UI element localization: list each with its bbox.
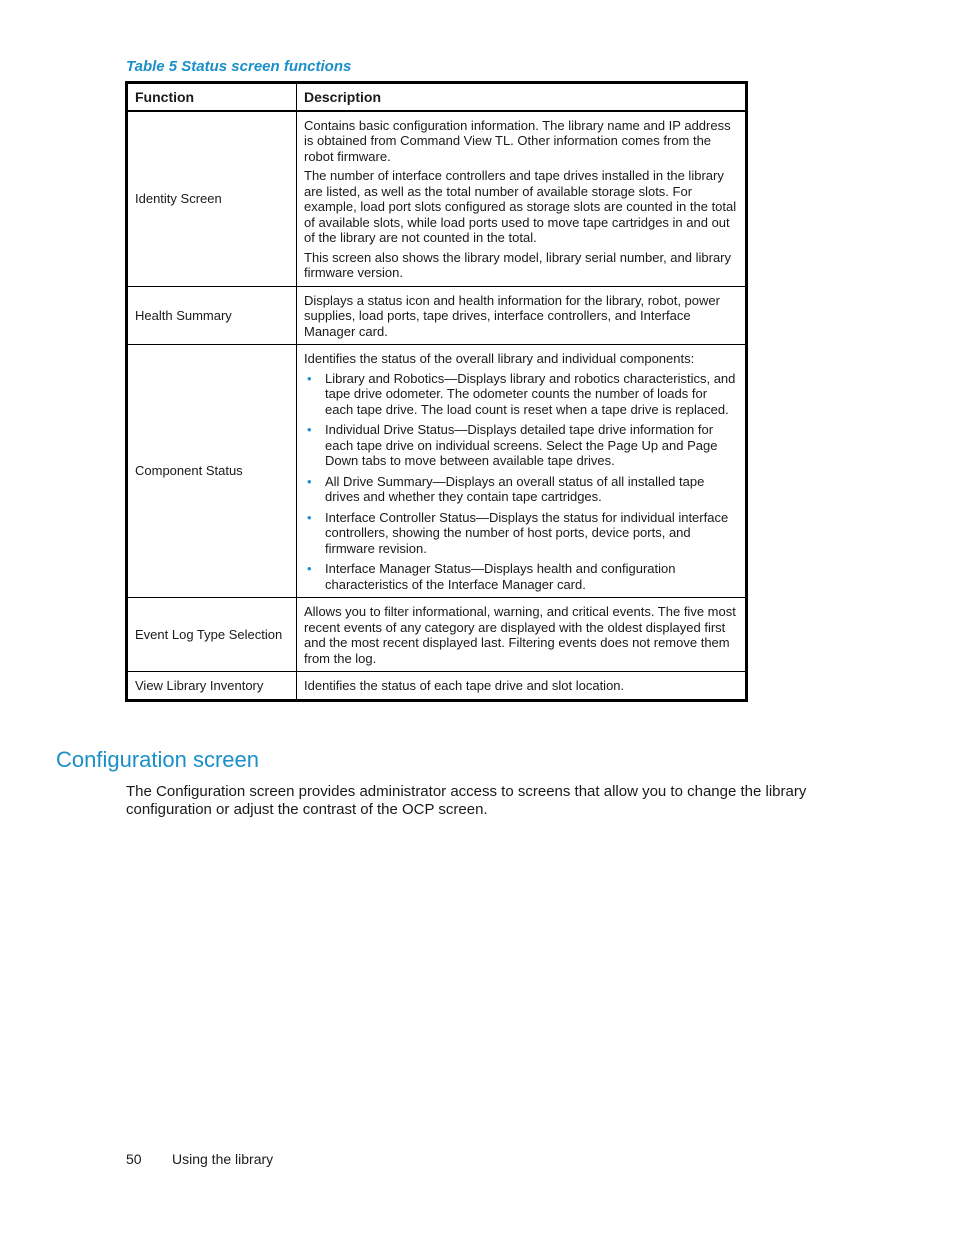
- bullet-list: [304, 371, 737, 593]
- section-body-text: The Configuration screen provides administrator access to screens that allow you to change the library configuration or adjust the contrast of the OCP screen.: [126, 783, 807, 818]
- bullet-item: [304, 474, 737, 505]
- bullet-icon: •: [307, 370, 312, 386]
- description-paragraph: Contains basic configuration information. The library name and IP address is obtained from Command View TL. Other information comes from the robot firmware.: [304, 117, 731, 164]
- description-paragraph: Allows you to filter informational, warning, and critical events. The five most recent events of any category are displayed with the oldest displayed first and the most recent displayed last. Filtering events does not remove them from the log.: [304, 604, 736, 666]
- description-cell: [297, 345, 747, 598]
- bullet-icon: •: [307, 473, 312, 489]
- description-cell: [297, 598, 747, 672]
- bullet-text: All Drive Summary—Displays an overall status of all installed tape drives and whether they contain tape cartridges.: [325, 473, 705, 504]
- section-heading: Configuration screen: [56, 747, 260, 772]
- bullet-text: Individual Drive Status—Displays detailed tape drive information for each tape drive on individual screens. Select the Page Up and Page Down tabs to move between available tape drives.: [325, 422, 718, 468]
- table-caption: Table 5 Status screen functions: [126, 58, 352, 75]
- bullet-item: [304, 371, 737, 418]
- bullet-item: [304, 422, 737, 469]
- function-cell: Health Summary: [127, 286, 297, 345]
- table-row: [127, 672, 747, 701]
- bullet-icon: •: [307, 509, 312, 525]
- column-header-description: Description: [297, 83, 747, 111]
- table-body: [127, 111, 747, 701]
- description-paragraph: Identifies the status of each tape drive and slot location.: [304, 678, 625, 693]
- page-footer: [126, 1151, 273, 1167]
- table-row: [127, 286, 747, 345]
- description-cell: [297, 286, 747, 345]
- bullet-text: Library and Robotics—Displays library and robotics characteristics, and tape drive odometer. The odometer counts the number of loads for each tape drive. The load count is reset when a tape drive is replaced.: [325, 370, 736, 417]
- bullet-icon: •: [307, 422, 312, 437]
- table-header-row: [127, 83, 747, 111]
- chapter-title: Using the library: [172, 1151, 274, 1167]
- bullet-text: Interface Manager Status—Displays health and configuration characteristics of the Interface Manager card.: [325, 561, 676, 592]
- function-cell: View Library Inventory: [127, 672, 297, 701]
- description-paragraph: This screen also shows the library model, library serial number, and library firmware version.: [304, 249, 732, 280]
- status-functions-table: [125, 81, 748, 702]
- description-paragraph: The number of interface controllers and tape drives installed in the library are listed, as well as the total number of available storage slots. For example, load port slots configured as storage slots are counted in the total of available slots, while load ports used to move tape cartridges in and out of the library are not counted in the total.: [304, 168, 737, 245]
- function-cell: Identity Screen: [127, 111, 297, 287]
- bullet-item: [304, 561, 737, 592]
- description-cell: [297, 111, 747, 287]
- bullet-item: [304, 510, 737, 557]
- description-paragraph: Identifies the status of the overall library and individual components:: [304, 351, 695, 366]
- bullet-text: Interface Controller Status—Displays the status for individual interface controllers, showing the number of host ports, device ports, and firmware revision.: [325, 509, 729, 556]
- table-row: [127, 345, 747, 598]
- function-cell: Event Log Type Selection: [127, 598, 297, 672]
- description-paragraph: Displays a status icon and health information for the library, robot, power supplies, load ports, tape drives, interface controllers, and Interface Manager card.: [304, 292, 720, 339]
- table-row: [127, 111, 747, 287]
- description-cell: [297, 672, 747, 701]
- column-header-function: Function: [127, 83, 297, 111]
- table-row: [127, 598, 747, 672]
- page-number: 50: [126, 1151, 142, 1167]
- bullet-icon: •: [307, 561, 312, 576]
- function-cell: Component Status: [127, 345, 297, 598]
